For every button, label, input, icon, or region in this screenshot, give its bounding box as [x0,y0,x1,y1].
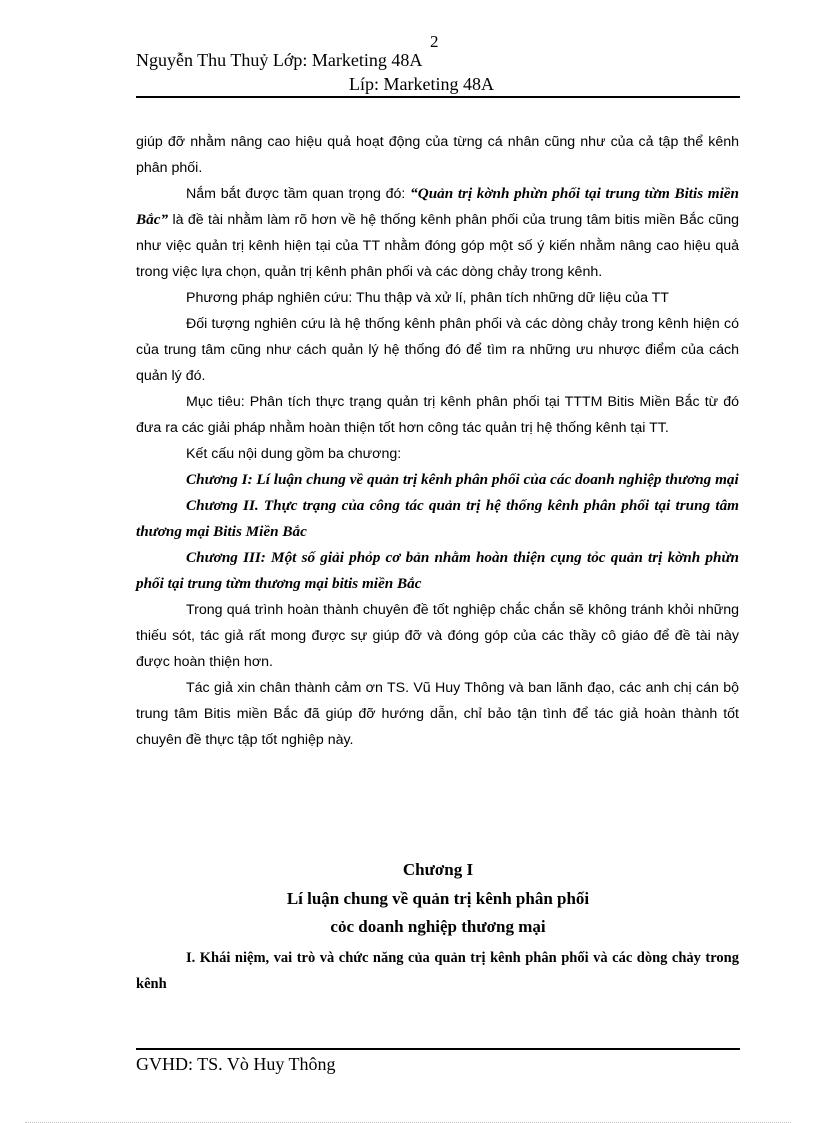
header-author-class: Nguyễn Thu Thuỷ Lớp: Marketing 48A [136,50,423,70]
header-rule [136,96,740,98]
paragraph-topic [136,181,739,285]
footer-rule [136,1048,740,1050]
topic-title: “Quản trị kờnh phừn phối tại trung từm Bitis miền Bắc” [136,185,739,228]
chapter-3-summary: Chương III: Một số giải phỏp cơ bản nhằm hoàn thiện cụng tỏc quản trị kờnh phừn phối tại trung từm thương mại bitis miền Bắc [136,549,739,592]
page-number: 2 [430,32,439,51]
body-text [136,129,739,753]
paragraph-method: Phương pháp nghiên cứu: Thu thập và xử lí, phân tích những dữ liệu của TT [186,290,669,306]
paragraph-intro-continuation: giúp đỡ nhằm nâng cao hiệu quả hoạt động của từng cá nhân cũng như của cả tập thể kênh phân phối. [136,134,739,176]
chapter-title-line1: Lí luận chung về quản trị kênh phân phối [286,889,590,908]
chapter-title-line2: cỏc doanh nghiệp thương mại [330,917,546,936]
paragraph-apology: Trong quá trình hoàn thành chuyên đề tốt nghiệp chắc chắn sẽ không tránh khỏi những thiếu sót, tác giả rất mong được sự giúp đỡ và đóng góp của các thầy cô giáo để đề tài này được hoàn thiện hơn. [136,602,739,670]
chapter-1-summary: Chương I: Lí luận chung về quản trị kênh phân phối của các doanh nghiệp thương mại [186,471,739,488]
chapter-2-summary: Chương II. Thực trạng của công tác quản trị hệ thống kênh phân phối tại trung tâm thương mại Bitis Miền Bắc [136,497,739,540]
paragraph-goal: Mục tiêu: Phân tích thực trạng quản trị kênh phân phối tại TTTM Bitis Miền Bắc từ đó đưa ra các giải pháp nhằm hoàn thiện tốt hơn công tác quản trị hệ thống kênh tại TT. [136,394,739,436]
section-heading: I. Khái niệm, vai trò và chức năng của quản trị kênh phân phối và các dòng chảy trong kênh [136,950,739,992]
paragraph-thanks: Tác giả xin chân thành cảm ơn TS. Vũ Huy Thông và ban lãnh đạo, các anh chị cán bộ trung tâm Bitis miền Bắc đã giúp đỡ hướng dẫn, chỉ bảo tận tình để tác giả hoàn thành tốt chuyên đề thực tập tốt nghiệp này. [136,680,739,748]
footer-advisor: GVHD: TS. Vò Huy Thông [136,1054,336,1074]
topic-rest: là đề tài nhằm làm rõ hơn về hệ thống kênh phân phối của trung tâm bitis miền Bắc cũng như việc quản trị kênh hiện tại của TT nhằm đóng góp một số ý kiến nhằm nâng cao hiệu quả trong việc lựa chọn, quản trị kênh phân phối và các dòng chảy trong kênh. [136,212,739,280]
paragraph-structure: Kết cấu nội dung gồm ba chương: [186,446,402,462]
chapter-label: Chương I [402,860,474,879]
topic-lead: Nắm bắt được tầm quan trọng đó: [186,186,411,202]
header-class: Líp: Marketing 48A [349,74,494,94]
paragraph-object: Đối tượng nghiên cứu là hệ thống kênh phân phối và các dòng chảy trong kênh hiện có của trung tâm cũng như cách quản lý hệ thống đó để tìm ra những ưu nhược điểm của cách quản lý đó. [136,316,739,384]
